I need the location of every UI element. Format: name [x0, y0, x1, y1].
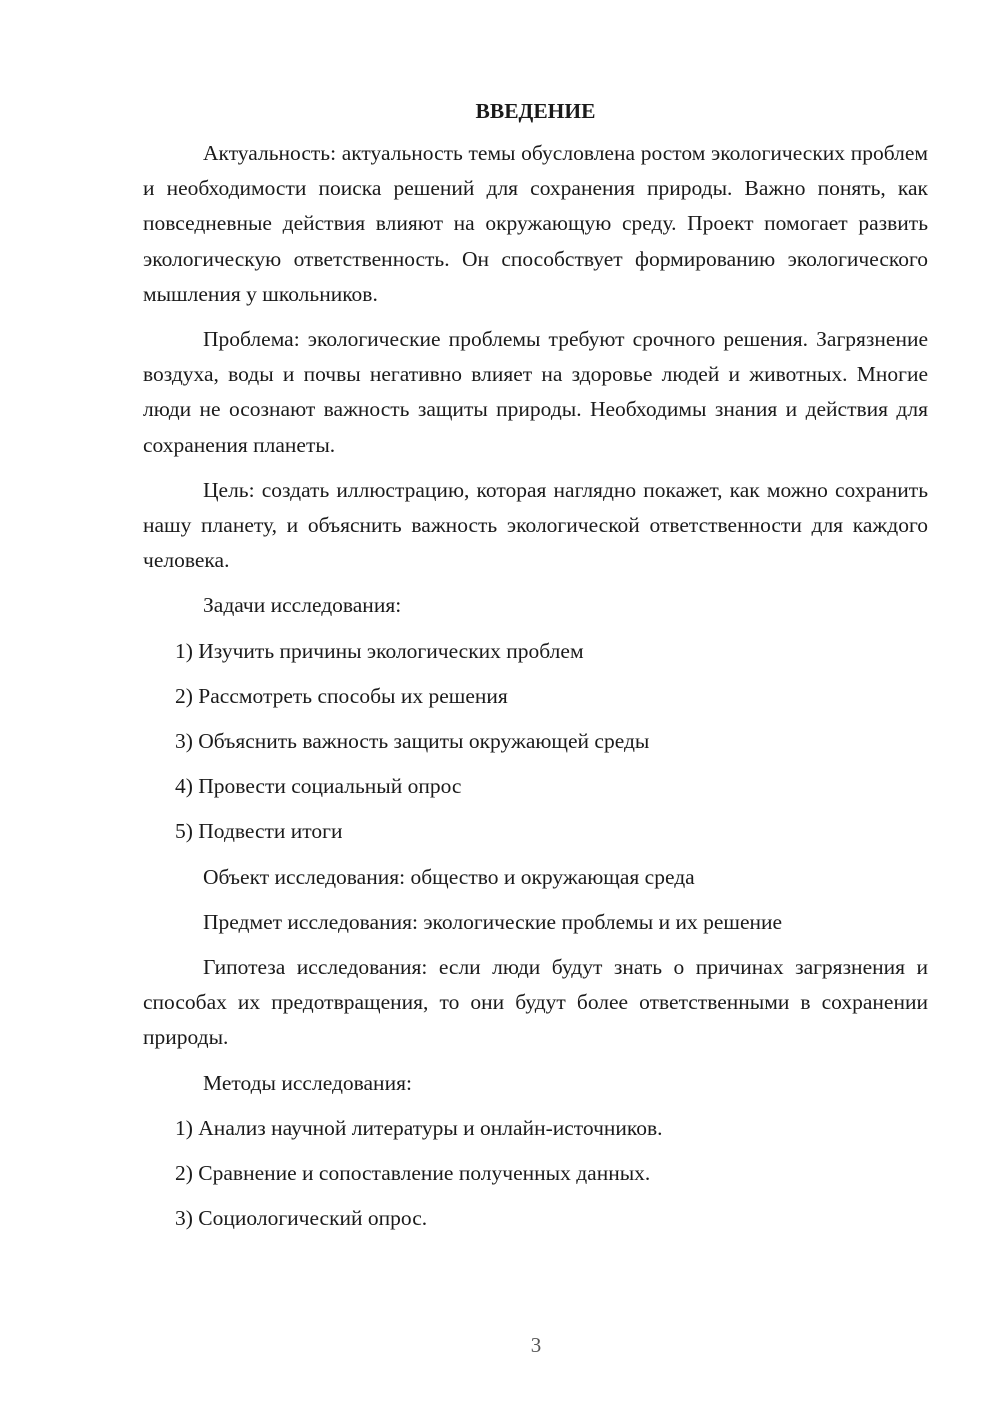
task-item-5: 5) Подвести итоги — [175, 819, 343, 844]
page-content — [143, 96, 928, 1246]
task-item-1: 1) Изучить причины экологических проблем — [175, 638, 584, 663]
method-item-2: 2) Сравнение и сопоставление полученных данных. — [175, 1161, 651, 1186]
method-item-3: 3) Социологический опрос. — [175, 1206, 428, 1231]
methods-heading: Методы исследования: — [203, 1070, 412, 1095]
section-title: ВВЕДЕНИЕ — [475, 99, 596, 123]
problem-paragraph: Проблема: экологические проблемы требуют срочного решения. Загрязнение воздуха, воды и почвы негативно влияет на здоровье людей и животных. Многие люди не осознают важность защиты природы. Необходимы знания и действия для сохранения планеты. — [143, 327, 928, 457]
method-item-1: 1) Анализ научной литературы и онлайн-источников. — [175, 1115, 663, 1140]
task-item-4: 4) Провести социальный опрос — [175, 774, 462, 799]
tasks-heading: Задачи исследования: — [203, 593, 402, 618]
relevance-paragraph: Актуальность: актуальность темы обусловлена ростом экологических проблем и необходимости поиска решений для сохранения природы. Важно понять, как повседневные действия влияют на окружающую среду. Проект помогает развить экологическую ответственность. Он способствует формированию экологического мышления у школьников. — [143, 141, 928, 306]
task-item-2: 2) Рассмотреть способы их решения — [175, 683, 508, 708]
task-item-3: 3) Объяснить важность защиты окружающей среды — [175, 729, 650, 754]
research-subject: Предмет исследования: экологические проблемы и их решение — [203, 909, 783, 934]
goal-paragraph: Цель: создать иллюстрацию, которая наглядно покажет, как можно сохранить нашу планету, и объяснить важность экологической ответственности для каждого человека. — [143, 477, 928, 573]
hypothesis-paragraph: Гипотеза исследования: если люди будут знать о причинах загрязнения и способах их предотвращения, то они будут более ответственными в сохранении природы. — [143, 955, 928, 1050]
page-number: 3 — [530, 1333, 542, 1357]
research-object: Объект исследования: общество и окружающая среда — [203, 864, 695, 889]
